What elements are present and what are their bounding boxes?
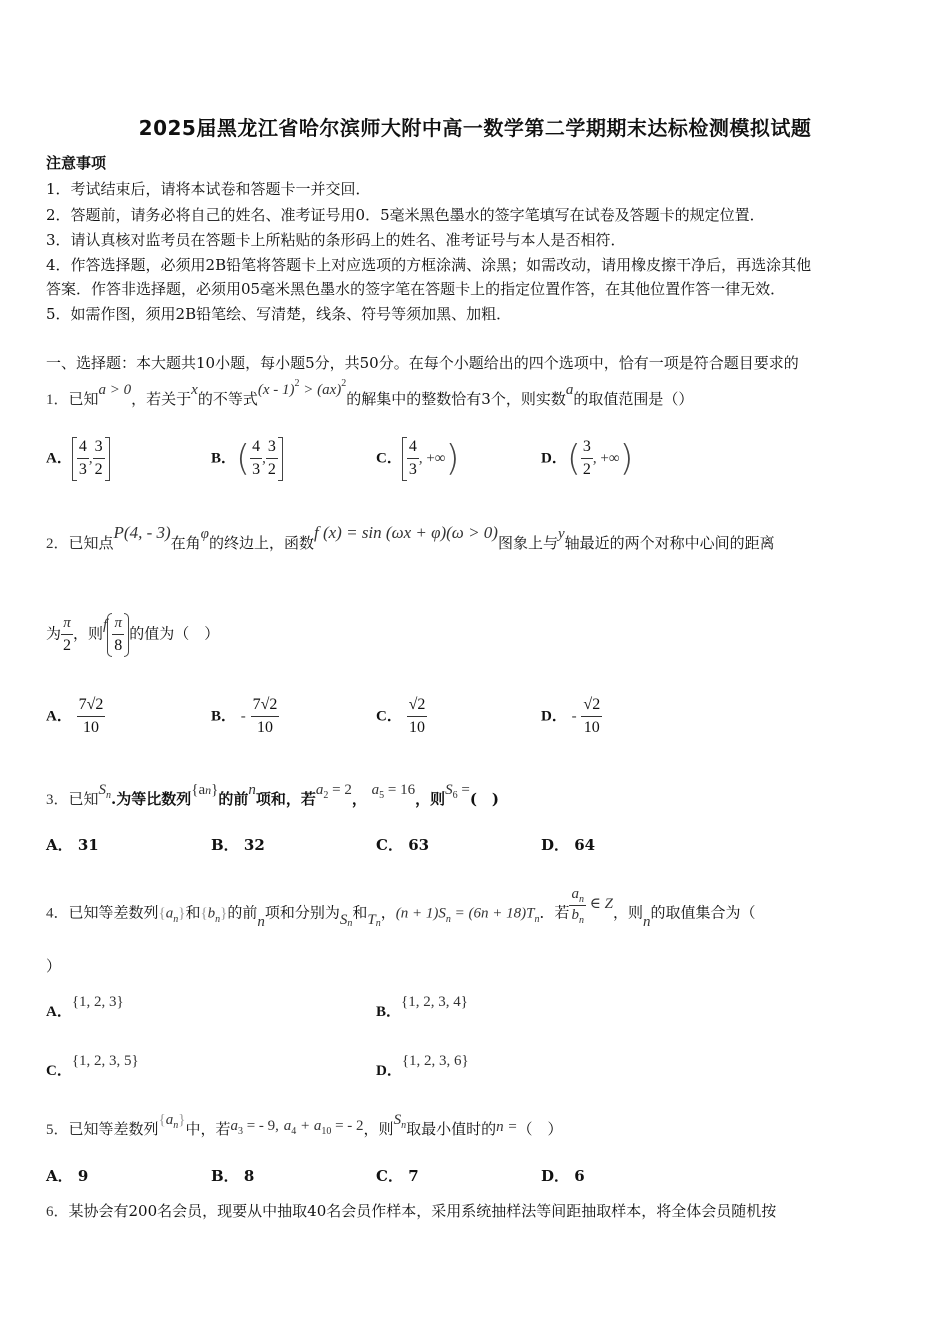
question-number: 1． xyxy=(46,392,69,408)
question-2-cont xyxy=(46,612,219,657)
notice-item: 1．考试结束后，请将本试卷和答题卡一并交回． xyxy=(46,180,371,198)
math: > (ax) xyxy=(299,382,342,398)
option-b: B． - $\frac{7√2}{10}$ xyxy=(211,694,279,739)
option-d: D． 64 xyxy=(541,836,596,854)
option-c: C． $\frac{4}{3}$ , +∞) xyxy=(376,436,460,481)
option-b: B． 8 xyxy=(211,1167,255,1185)
fraction: $\frac{√2}{10}$ xyxy=(408,696,426,736)
option-label: A． xyxy=(46,708,72,725)
option-c: C． 7 xyxy=(376,1167,419,1185)
option-label: B． xyxy=(211,450,237,467)
text: 项和分别为 xyxy=(264,903,340,922)
text: 的取值集合为（ xyxy=(650,903,756,922)
text: ， xyxy=(351,790,367,808)
math: a xyxy=(565,382,574,398)
text: ， xyxy=(380,903,396,922)
option-b: B．{1, 2, 3, 4} xyxy=(376,994,468,1020)
interval-tail: , +∞ xyxy=(592,450,620,467)
question-4-cont: ） xyxy=(46,957,62,975)
text: 图象上与 xyxy=(497,534,558,552)
text: 的取值范围是（） xyxy=(573,390,694,408)
notice-item: 5．如需作图，须用2B铅笔绘、写清楚，线条、符号等须加黑、加粗． xyxy=(46,305,512,323)
fraction: $\frac{7√2}{10}$ xyxy=(78,696,104,736)
text: 在角 xyxy=(170,534,201,552)
text: 和 xyxy=(185,903,201,922)
text: 已知点 xyxy=(68,534,114,552)
text: 中，若 xyxy=(185,1120,231,1138)
question-3: 3．已知$S_n$.为等比数列{an}的前n项和，若$a_2 = 2$， $a_5 = 16$，则$S_6$ =( ) xyxy=(46,782,500,808)
option-a xyxy=(46,694,105,739)
section-heading: 一、选择题：本大题共10小题，每小题5分，共50分。在每个小题给出的四个选项中，恰有一项是符合题目要求的 xyxy=(46,354,799,372)
question-2 xyxy=(46,523,775,553)
math: a > 0 xyxy=(98,382,132,398)
option-label: C． xyxy=(376,450,402,467)
text: 取最小值时的 xyxy=(406,1120,497,1138)
fraction: $\frac{3}{2}$ xyxy=(267,438,276,478)
text: 的解集中的整数恰有3个，则实数 xyxy=(346,390,566,408)
option-c: C． 63 xyxy=(376,836,430,854)
option-d: D． - $\frac{√2}{10}$ xyxy=(541,694,602,739)
question-5: 5．已知等差数列$\{a_n\}$中，若$a_3$ = - 9, $a_4 + a_{10}$ = - 2，则$S_n$取最小值时的n =（ ） xyxy=(46,1112,563,1138)
question-number: 3． xyxy=(46,792,69,808)
option-a: A． $\frac{4}{3}$ , $\frac{3}{2}$ xyxy=(46,436,110,481)
interval-tail: , +∞ xyxy=(418,450,446,467)
math: S xyxy=(98,782,107,798)
text: 项和，若 xyxy=(255,790,316,808)
fraction: $\frac{3}{2}$ xyxy=(582,438,591,478)
option-d: D．{1, 2, 3, 6} xyxy=(376,1053,469,1079)
text: .为等比数列 xyxy=(111,790,192,808)
question-1 xyxy=(46,378,694,409)
page-title: 2025届黑龙江省哈尔滨师大附中高一数学第二学期期末达标检测模拟试题 xyxy=(138,116,812,140)
bracket xyxy=(105,437,110,481)
option-a: A．{1, 2, 3} xyxy=(46,994,124,1020)
fraction: $\frac{4}{3}$ xyxy=(78,438,87,478)
fraction: $\frac{a_n}{b_n}$ xyxy=(571,886,584,926)
text: 的值为（ ） xyxy=(129,624,220,643)
math: x xyxy=(191,382,198,398)
option-b: B． 32 xyxy=(211,836,265,854)
option-label: D． xyxy=(541,708,567,725)
math: (x - 1) xyxy=(257,382,295,398)
option-label: D． xyxy=(541,450,567,467)
math: φ xyxy=(200,526,209,542)
math: y xyxy=(557,526,565,542)
text: 已知 xyxy=(68,790,99,808)
text: 的不等式 xyxy=(197,390,258,408)
text: ( ) xyxy=(469,790,500,808)
option-c: C．{1, 2, 3, 5} xyxy=(46,1053,139,1079)
bracket xyxy=(278,437,283,481)
math: n xyxy=(248,782,256,798)
option-b: B．( $\frac{4}{3}$ , $\frac{3}{2}$ xyxy=(211,436,283,481)
text: 已知等差数列 xyxy=(68,1120,159,1138)
question-number: 4． xyxy=(46,905,69,922)
text: 已知 xyxy=(68,390,99,408)
option-label: B． xyxy=(211,708,237,725)
fraction: $\frac{\pi}{2}$ xyxy=(61,612,73,657)
text: 某协会有200名会员，现要从中抽取40名会员作样本，采用系统抽样法等间距抽取样本，将全体会员随机按 xyxy=(68,1202,777,1220)
question-6 xyxy=(46,1200,776,1221)
fraction: $\frac{4}{3}$ xyxy=(252,438,261,478)
option-label: C． xyxy=(376,708,402,725)
option-d: D．( $\frac{3}{2}$ , +∞) xyxy=(541,436,634,481)
question-number: 6． xyxy=(46,1204,69,1220)
notice-heading: 注意事项 xyxy=(46,154,107,172)
notice-item: 2．答题前，请务必将自己的姓名、准考证号用0．5毫米黑色墨水的签字笔填写在试卷及答题卡的规定位置． xyxy=(46,206,765,224)
text: 和 xyxy=(352,903,368,922)
fraction: $\frac{√2}{10}$ xyxy=(583,696,601,736)
text: 为 xyxy=(46,624,62,643)
text: ，则 xyxy=(363,1120,394,1138)
math: 2 xyxy=(341,378,347,389)
text: 的前 xyxy=(218,790,249,808)
text: ，则 xyxy=(415,790,446,808)
notice-item: 3．请认真核对监考员在答题卡上所粘贴的条形码上的姓名、准考证号与本人是否相符． xyxy=(46,231,626,249)
fraction: $\frac{\pi}{8}$ xyxy=(112,612,124,657)
text: ，则 xyxy=(612,903,643,922)
math: f (x) = sin (ωx + φ)(ω > 0) xyxy=(314,523,498,542)
text: （ ） xyxy=(517,1120,563,1138)
option-d: D． 6 xyxy=(541,1167,585,1185)
text: 已知等差数列 xyxy=(68,903,159,922)
question-4: 4．已知等差数列$\{a_n\}$和$\{b_n\}$的前n项和分别为$S_n$和$T_n$，$(n + 1)S_n = (6n + 18)T_n$．若 $\frac{a_n}{b_n}$ ∈ Z，则n的取值集合为（ xyxy=(46,886,756,930)
math: f xyxy=(103,616,108,633)
option-a: A． 31 xyxy=(46,836,99,854)
option-a: A． 9 xyxy=(46,1167,89,1185)
text: 的前 xyxy=(227,903,258,922)
text: ．若 xyxy=(539,903,570,922)
question-number: 5． xyxy=(46,1122,69,1138)
fraction: $\frac{4}{3}$ xyxy=(408,438,417,478)
option-label: A． xyxy=(46,450,72,467)
math: 2 xyxy=(294,378,300,389)
math: n xyxy=(106,790,112,801)
math: P(4, - 3) xyxy=(113,523,171,542)
notice-item: 4．作答选择题，必须用2B铅笔将答题卡上对应选项的方框涂满、涂黑；如需改动，请用橡皮擦干净后，再选涂其他 xyxy=(46,256,812,274)
text: ，则 xyxy=(73,624,104,643)
fraction: $\frac{7√2}{10}$ xyxy=(252,696,278,736)
fraction: $\frac{3}{2}$ xyxy=(94,438,103,478)
text: ，若关于 xyxy=(131,390,192,408)
option-c xyxy=(376,694,427,739)
text: 轴最近的两个对称中心间的距离 xyxy=(564,534,775,552)
text: 的终边上，函数 xyxy=(208,534,314,552)
question-number: 2． xyxy=(46,536,69,552)
notice-item: 答案．作答非选择题，必须用05毫米黑色墨水的签字笔在答题卡上的指定位置作答，在其他位置作答一律无效． xyxy=(46,280,786,298)
